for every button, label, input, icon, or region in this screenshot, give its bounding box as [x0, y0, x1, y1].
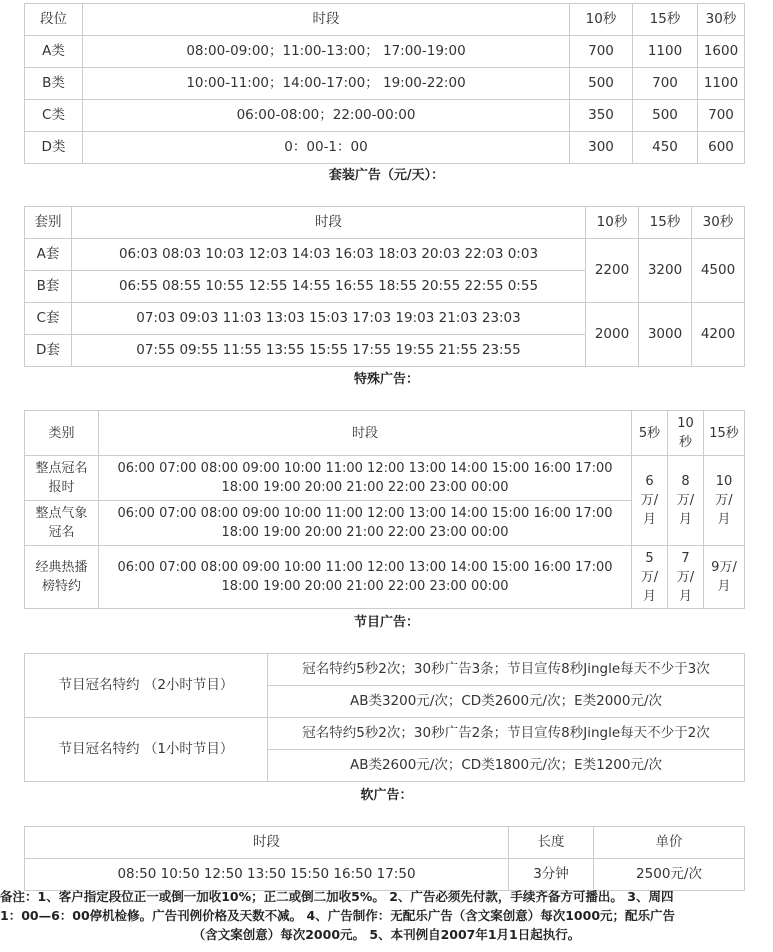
header-category: 类别 — [25, 411, 99, 456]
price-15s: 10 万/ 月 — [704, 456, 745, 546]
table-row — [25, 654, 745, 686]
header-time: 时段 — [72, 207, 586, 239]
price-15s: 9万/ 月 — [704, 546, 745, 609]
price-5s: 6 万/ 月 — [632, 456, 668, 546]
table-row — [25, 68, 745, 100]
segment-time: 08:00-09:00；11:00-13:00； 17:00-19:00 — [83, 36, 570, 68]
price-30s: 4200 — [692, 303, 745, 367]
segment-class: B类 — [25, 68, 83, 100]
segment-class: A类 — [25, 36, 83, 68]
price-15s: 3200 — [639, 239, 692, 303]
category-name: 整点冠名 报时 — [25, 456, 99, 501]
price-10s: 2000 — [586, 303, 639, 367]
program-price: AB类3200元/次；CD类2600元/次；E类2000元/次 — [268, 686, 745, 718]
category-name: 经典热播 榜特约 — [25, 546, 99, 609]
table-row — [25, 100, 745, 132]
table-row — [25, 132, 745, 164]
price-30s: 1100 — [698, 68, 745, 100]
special-price-table — [24, 410, 745, 609]
header-length: 长度 — [509, 827, 594, 859]
time-slots — [99, 501, 632, 546]
category-name: 整点气象 冠名 — [25, 501, 99, 546]
header-segment: 段位 — [25, 4, 83, 36]
time-slots-line2: 18:00 19:00 20:00 21:00 22:00 23:00 00:00 — [221, 579, 509, 594]
price-30s: 1600 — [698, 36, 745, 68]
package-price-table — [24, 206, 745, 367]
price-15s: 450 — [633, 132, 698, 164]
header-time: 时段 — [83, 4, 570, 36]
set-times: 07:03 09:03 11:03 13:03 15:03 17:03 19:03 21:03 23:03 — [72, 303, 586, 335]
header-15s: 15秒 — [633, 4, 698, 36]
price-5s: 5 万/ 月 — [632, 546, 668, 609]
table-row — [25, 456, 745, 501]
header-15s: 15秒 — [704, 411, 745, 456]
header-time: 时段 — [99, 411, 632, 456]
program-description: 冠名特约5秒2次；30秒广告3条；节目宣传8秒Jingle每天不少于3次 — [268, 654, 745, 686]
header-10s: 10秒 — [586, 207, 639, 239]
set-times: 06:03 08:03 10:03 12:03 14:03 16:03 18:03 20:03 22:03 0:03 — [72, 239, 586, 271]
header-10s: 10秒 — [570, 4, 633, 36]
set-name: C套 — [25, 303, 72, 335]
price-10s: 700 — [570, 36, 633, 68]
time-slots-line1: 06:00 07:00 08:00 09:00 10:00 11:00 12:00 13:00 14:00 15:00 16:00 17:00 — [117, 461, 613, 476]
program-price-table — [24, 653, 745, 782]
soft-length: 3分钟 — [509, 859, 594, 891]
time-slots-line1: 06:00 07:00 08:00 09:00 10:00 11:00 12:00 13:00 14:00 15:00 16:00 17:00 — [117, 560, 613, 575]
program-name: 节目冠名特约 （1小时节目） — [25, 718, 268, 782]
price-30s: 4500 — [692, 239, 745, 303]
segment-time: 10:00-11:00；14:00-17:00； 19:00-22:00 — [83, 68, 570, 100]
header-5s: 5秒 — [632, 411, 668, 456]
time-slots-line2: 18:00 19:00 20:00 21:00 22:00 23:00 00:00 — [221, 480, 509, 495]
time-slots — [99, 546, 632, 609]
header-30s: 30秒 — [692, 207, 745, 239]
set-name: B套 — [25, 271, 72, 303]
time-slots-line1: 06:00 07:00 08:00 09:00 10:00 11:00 12:00 13:00 14:00 15:00 16:00 17:00 — [117, 506, 613, 521]
price-10s: 350 — [570, 100, 633, 132]
set-times: 07:55 09:55 11:55 13:55 15:55 17:55 19:55 21:55 23:55 — [72, 335, 586, 367]
remarks-line1: 备注：1、客户指定段位正一或倒一加收10%；正二或倒二加收5%。 2、广告必须先付款，手续齐备方可播出。 3、周四 — [0, 889, 674, 904]
segment-time: 06:00-08:00；22:00-00:00 — [83, 100, 570, 132]
segment-class: D类 — [25, 132, 83, 164]
table-row — [25, 239, 745, 271]
section-title-soft: 软广告： — [360, 788, 413, 803]
set-name: A套 — [25, 239, 72, 271]
price-10s: 7 万/ 月 — [668, 546, 704, 609]
header-set: 套别 — [25, 207, 72, 239]
header-unit-price: 单价 — [594, 827, 745, 859]
remarks-line2: 1：00—6：00停机检修。广告刊例价格及天数不减。 4、广告制作：无配乐广告（含文案创意）每次1000元；配乐广告 — [0, 908, 676, 923]
set-name: D套 — [25, 335, 72, 367]
remarks — [0, 887, 773, 944]
section-title-package: 套装广告（元/天）： — [328, 168, 445, 183]
price-10s: 500 — [570, 68, 633, 100]
price-15s: 1100 — [633, 36, 698, 68]
segment-time: 0：00-1：00 — [83, 132, 570, 164]
price-10s: 8 万/ 月 — [668, 456, 704, 546]
set-times: 06:55 08:55 10:55 12:55 14:55 16:55 18:55 20:55 22:55 0:55 — [72, 271, 586, 303]
price-10s: 300 — [570, 132, 633, 164]
soft-time: 08:50 10:50 12:50 13:50 15:50 16:50 17:50 — [25, 859, 509, 891]
segment-class: C类 — [25, 100, 83, 132]
table-row — [25, 718, 745, 750]
table-row — [25, 36, 745, 68]
table-row — [25, 859, 745, 891]
time-slots-line2: 18:00 19:00 20:00 21:00 22:00 23:00 00:00 — [221, 525, 509, 540]
header-time: 时段 — [25, 827, 509, 859]
header-15s: 15秒 — [639, 207, 692, 239]
price-30s: 600 — [698, 132, 745, 164]
section-title-program: 节目广告： — [353, 615, 419, 630]
header-10s: 10 秒 — [668, 411, 704, 456]
table-row — [25, 303, 745, 335]
soft-price-table — [24, 826, 745, 891]
table-row — [25, 546, 745, 609]
program-description: 冠名特约5秒2次；30秒广告2条；节目宣传8秒Jingle每天不少于2次 — [268, 718, 745, 750]
soft-price: 2500元/次 — [594, 859, 745, 891]
price-15s: 700 — [633, 68, 698, 100]
price-15s: 3000 — [639, 303, 692, 367]
segment-price-table — [24, 3, 745, 164]
price-15s: 500 — [633, 100, 698, 132]
program-name: 节目冠名特约 （2小时节目） — [25, 654, 268, 718]
price-10s: 2200 — [586, 239, 639, 303]
program-price: AB类2600元/次；CD类1800元/次；E类1200元/次 — [268, 750, 745, 782]
price-30s: 700 — [698, 100, 745, 132]
remarks-line3: （含文案创意）每次2000元。 5、本刊例自2007年1月1日起执行。 — [192, 927, 581, 942]
section-title-special: 特殊广告： — [353, 372, 419, 387]
time-slots — [99, 456, 632, 501]
header-30s: 30秒 — [698, 4, 745, 36]
